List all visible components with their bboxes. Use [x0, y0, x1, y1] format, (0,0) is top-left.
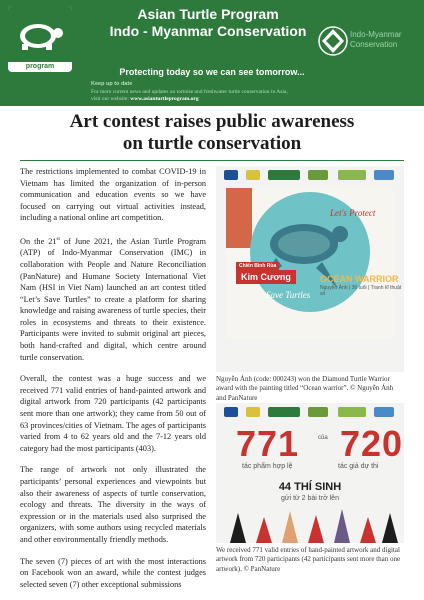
artwork-subtitle: Nguyễn Ánh | 36 tuổi | Tranh kĩ thuật số — [320, 285, 402, 297]
article-body — [20, 166, 206, 600]
award-name-label: Kim Cương — [236, 270, 296, 284]
pencils-illustration-icon — [216, 507, 404, 543]
award-category-label: Chiến Binh Rùa — [236, 262, 279, 270]
sponsor-logo — [246, 170, 260, 180]
sponsor-logo — [224, 407, 238, 417]
svg-text:Let's Protect: Let's Protect — [330, 208, 376, 218]
sponsor-logo — [374, 407, 394, 417]
multi-entry-label: gửi từ 2 bài trở lên — [281, 495, 339, 502]
header-banner — [0, 0, 424, 106]
artwork-title: OCEAN WARRIOR — [320, 274, 399, 284]
multi-entry-count: 44 THÍ SINH — [278, 481, 342, 493]
sponsor-logo — [268, 170, 300, 180]
sponsor-logo — [338, 407, 366, 417]
paragraph-1: The restrictions implemented to combat COVID-19 in Vietnam has limited the organization of in-person communication and education events so we have focused on carrying out virtual activities instead, including a national online art competition. — [20, 167, 206, 223]
participants-count: 720 — [340, 423, 404, 464]
imc-logo-text: Indo-Myanmar Conservation — [350, 30, 402, 49]
entries-label: tác phẩm hợp lệ — [242, 463, 293, 470]
paragraph-2: On the 21st of June 2021, the Asian Turtle Program (ATP) of Indo-Myanmar Conservation (IMC) in collaboration with People and Nature Reconciliation (PanNature) and Humane Society International Viet Nam (HSI in Viet Nam) launched an art contest titled “Let’s Save Turtles” to create a platform for sharing knowledge and raising awareness of turtle species, their roles in ecosystems and threats to their existence. Participants were invited to submit original art pieces, both hand-crafted and digital, which centre around turtle conservation. — [20, 236, 206, 362]
paragraph-5: The seven (7) pieces of art with the most interactions on Facebook won an award, while the contest judges selected seven (7) other exceptional submissions — [20, 556, 206, 589]
updates-text: For more current news and updates on tortoise and freshwater turtle conservation in Asia, — [91, 89, 288, 95]
award-poster-image — [216, 166, 404, 372]
keep-up-label: Keep up to date — [91, 81, 133, 87]
imc-logo-icon — [318, 26, 348, 56]
turtle-logo-icon — [8, 6, 72, 62]
sponsor-logo — [308, 407, 328, 417]
tagline: Protecting today so we can see tomorrow... — [119, 67, 305, 77]
website-line: visit our website: www.asianturtleprogram.org — [91, 96, 199, 102]
participants-label: tác giả dự thi — [338, 463, 379, 470]
sponsor-logo — [374, 170, 394, 180]
sponsor-logo — [338, 170, 366, 180]
article-headline: Art contest raises public awareness on turtle conservation — [69, 111, 355, 154]
figure1-caption: Nguyễn Ánh (code: 000243) won the Diamond Turtle Warrior award with the painting titled “Ocean warrior”. © Nguyễn Ánh and PanNature — [216, 375, 394, 402]
header-title-line2: Indo - Myanmar Conservation — [109, 23, 307, 39]
paragraph-3: Overall, the contest was a huge success and we received 771 valid entries of hand-painted artwork and digital artwork from 720 participants (42 participants sent more than one artwork); they came from 50 out of 63 provinces/cities of Vietnam. The ages of participants varied from 4 to 62 years old and the 7-12 years old category had the most participants (403). — [20, 374, 206, 453]
headline-divider — [20, 160, 404, 161]
asian-turtle-program-logo — [8, 6, 72, 72]
sponsor-logo — [268, 407, 300, 417]
sponsor-logo — [246, 407, 260, 417]
sponsor-logo — [224, 170, 238, 180]
website-link[interactable]: www.asianturtleprogram.org — [130, 96, 199, 102]
count-connector: của — [318, 435, 328, 441]
header-title-line1: Asian Turtle Program — [137, 6, 279, 22]
paragraph-4: The range of artwork not only illustrated the participants’ personal experiences and viewpoints but also their awareness of aspects of turtle conservation, ecology and threats. The diversity in the ways of expression or in the materials used also surprised the organizers, with some authors using recycled materials and other environmentally friendly methods. — [20, 465, 206, 544]
svg-text:Save Turtles: Save Turtles — [266, 290, 311, 300]
figure2-caption: We received 771 valid entries of hand-painted artwork and digital artwork from 720 participants (42 participants sent more than one artwork). © PanNature — [216, 546, 401, 573]
sponsor-logo — [308, 170, 328, 180]
left-logo-text: asian turtle program — [21, 56, 59, 70]
entries-count: 771 — [236, 423, 300, 464]
statistics-poster-image — [216, 403, 404, 543]
